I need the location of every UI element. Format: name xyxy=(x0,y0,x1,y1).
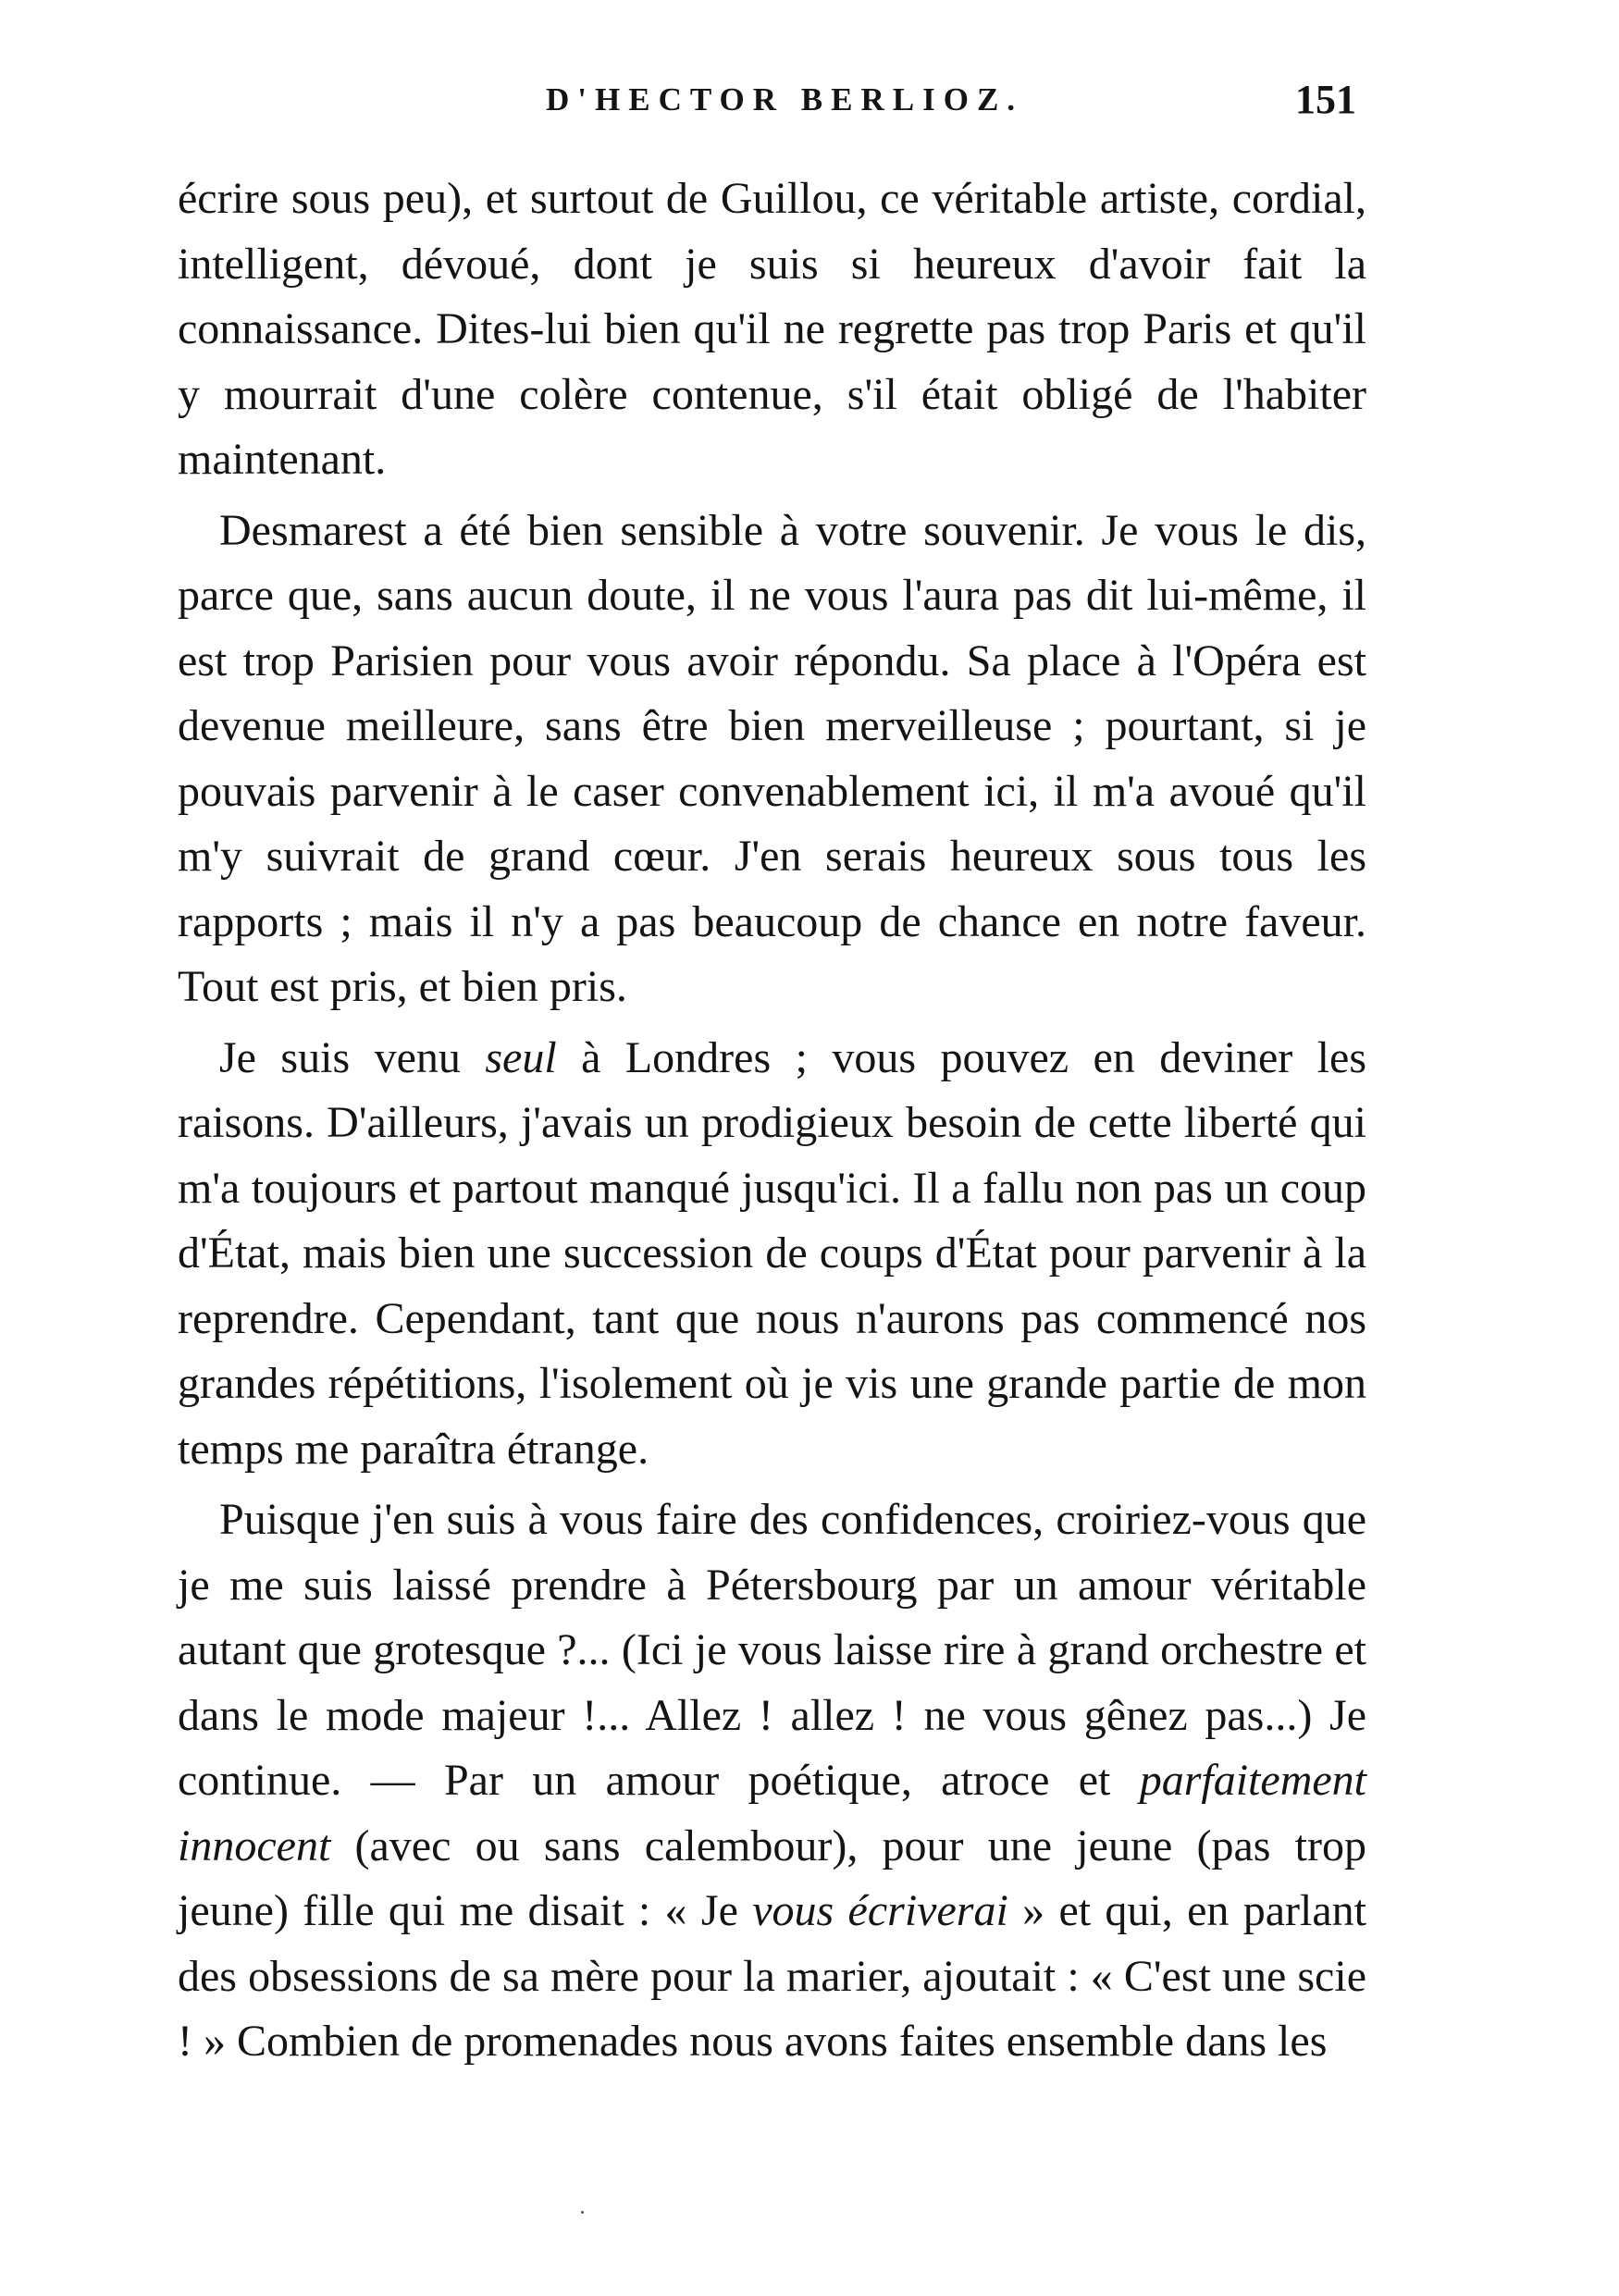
paragraph-4-text-b: (avec ou sans calembour), pour une jeune (pas trop jeune) fille qui me disait : « Je xyxy=(178,1821,1366,1935)
paragraph-3 xyxy=(178,1026,1366,1483)
paragraph-4-text-a: Puisque j'en suis à vous faire des confidences, croiriez-vous que je me suis laissé prendre à Pétersbourg par un amour véritable autant que grotesque ?... (Ici je vous laisse rire à grand orchestre et dans le mode majeur !... Allez ! allez ! ne vous gênez pas...) Je continue. — Par un amour poétique, atroce et xyxy=(178,1495,1366,1805)
paragraph-2: Desmarest a été bien sensible à votre souvenir. Je vous le dis, parce que, sans aucun doute, il ne vous l'aura pas dit lui-même, il est trop Parisien pour vous avoir répondu. Sa place à l'Opéra est devenue meilleure, sans être bien merveilleuse ; pourtant, si je pouvais parvenir à le caser convenablement ici, il m'a avoué qu'il m'y suivrait de grand cœur. J'en serais heureux sous tous les rapports ; mais il n'y a pas beaucoup de chance en notre faveur. Tout est pris, et bien pris. xyxy=(178,505,1366,1011)
paragraph-3-text-a: Je suis venu xyxy=(219,1032,486,1082)
running-title: D'HECTOR BERLIOZ. xyxy=(546,81,1024,117)
ink-speck xyxy=(581,2211,584,2214)
paragraph-4-italic-vous-ecriverai: vous écriverai xyxy=(752,1886,1008,1935)
paragraph-3-text-b: à Londres ; vous pouvez en deviner les raisons. D'ailleurs, j'avais un prodigieux besoin de cette liberté qui m'a toujours et partout manqué jusqu'ici. Il a fallu non pas un coup d'État, mais bien une succession de coups d'État pour parvenir à la reprendre. Cependant, tant que nous n'aurons pas commencé nos grandes répétitions, l'isolement où je vis une grande partie de mon temps me paraîtra étrange. xyxy=(178,1032,1366,1474)
paragraph-4 xyxy=(178,1487,1366,2075)
paragraph-4-text-c: » et qui, en parlant des obsessions de sa mère pour la marier, ajoutait : « C'est une scie ! » Combien de promenades nous avons faites ensemble dans les xyxy=(178,1886,1367,2066)
paragraph-1: écrire sous peu), et surtout de Guillou, ce véritable artiste, cordial, intelligent, dévoué, dont je suis si heureux d'avoir fait la connaissance. Dites-lui bien qu'il ne regrette pas trop Paris et qu'il y mourrait d'une colère contenue, s'il était obligé de l'habiter maintenant. xyxy=(178,174,1366,484)
paragraph-4-italic-parfaitement: parfaitement innocent xyxy=(178,1756,1366,1870)
body-text xyxy=(178,167,1366,2075)
paragraph-3-italic-seul: seul xyxy=(485,1032,557,1082)
running-head xyxy=(0,72,1619,128)
page-number: 151 xyxy=(1295,77,1356,122)
